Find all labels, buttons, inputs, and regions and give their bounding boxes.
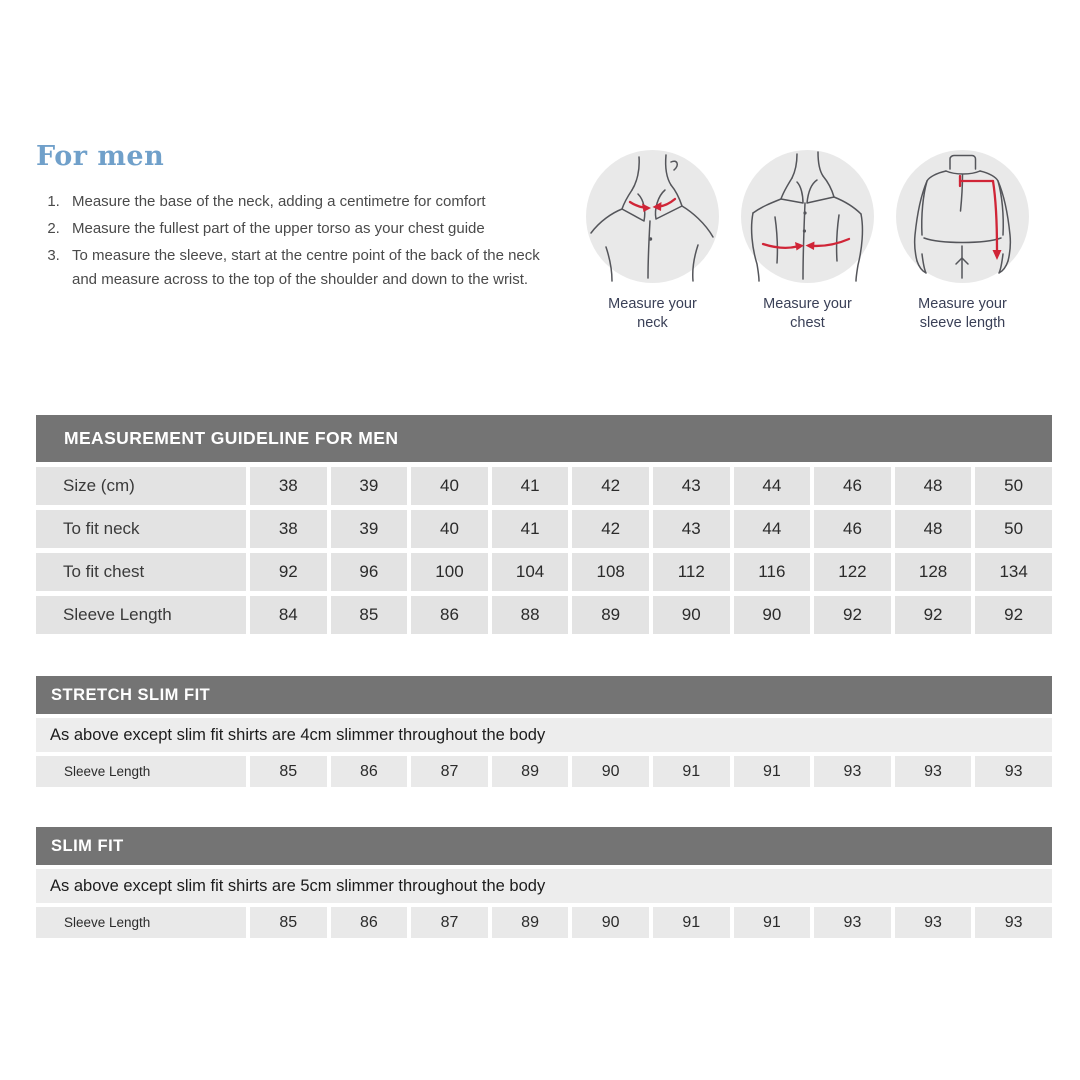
page-title: For men — [36, 141, 165, 172]
table-cell: 46 — [814, 510, 891, 548]
table-cell: 87 — [411, 907, 488, 938]
row-label: To fit neck — [36, 510, 246, 548]
table-cell: 39 — [331, 467, 408, 505]
table-cell: 42 — [572, 510, 649, 548]
table-cell: 90 — [734, 596, 811, 634]
table-cell: 38 — [250, 467, 327, 505]
table-cell: 93 — [814, 756, 891, 787]
table-cell: 92 — [250, 553, 327, 591]
row-label: Sleeve Length — [36, 596, 246, 634]
instruction-step: 1. Measure the base of the neck, adding a centimetre for comfort — [64, 190, 550, 214]
table-cell: 116 — [734, 553, 811, 591]
table-cell: 86 — [331, 907, 408, 938]
table-cell: 91 — [653, 756, 730, 787]
section-note: As above except slim fit shirts are 4cm slimmer throughout the body — [36, 718, 1052, 752]
table-cell: 85 — [250, 756, 327, 787]
table-title-bar: MEASUREMENT GUIDELINE FOR MEN — [36, 415, 1052, 462]
table-cell: 93 — [895, 756, 972, 787]
table-cell: 122 — [814, 553, 891, 591]
table-cell: 42 — [572, 467, 649, 505]
table-cell: 90 — [572, 907, 649, 938]
table-cell: 91 — [734, 756, 811, 787]
figure-chest — [741, 150, 874, 333]
stretch-slim-fit-section — [36, 676, 1052, 787]
figure-caption: Measure your neck — [608, 296, 697, 332]
table-cell: 89 — [572, 596, 649, 634]
table-cell: 38 — [250, 510, 327, 548]
circle-background — [586, 150, 719, 283]
table-cell: 90 — [653, 596, 730, 634]
table-cell: 134 — [975, 553, 1052, 591]
table-cell: 89 — [492, 756, 569, 787]
table-row-sleeve — [36, 756, 1052, 787]
table-cell: 44 — [734, 510, 811, 548]
row-label: Sleeve Length — [36, 907, 246, 938]
table-cell: 128 — [895, 553, 972, 591]
table-cell: 39 — [331, 510, 408, 548]
circle-background — [741, 150, 874, 283]
table-cell: 41 — [492, 510, 569, 548]
table-cell: 100 — [411, 553, 488, 591]
table-cell: 48 — [895, 510, 972, 548]
row-label: To fit chest — [36, 553, 246, 591]
table-cell: 43 — [653, 467, 730, 505]
figure-caption: Measure your sleeve length — [918, 296, 1007, 332]
table-cell: 48 — [895, 467, 972, 505]
section-title-bar: STRETCH SLIM FIT — [36, 676, 1052, 714]
table-cell: 93 — [895, 907, 972, 938]
section-note: As above except slim fit shirts are 5cm slimmer throughout the body — [36, 869, 1052, 903]
sleeve-measure-illustration — [896, 150, 1029, 283]
measurement-instructions — [38, 190, 550, 295]
table-cell: 93 — [975, 756, 1052, 787]
table-cell: 44 — [734, 467, 811, 505]
table-cell: 86 — [331, 756, 408, 787]
table-cell: 50 — [975, 467, 1052, 505]
table-cell: 84 — [250, 596, 327, 634]
table-cell: 92 — [814, 596, 891, 634]
table-cell: 87 — [411, 756, 488, 787]
table-row-neck — [36, 510, 1052, 548]
table-cell: 86 — [411, 596, 488, 634]
table-row-sleeve — [36, 907, 1052, 938]
table-cell: 108 — [572, 553, 649, 591]
instruction-step: 3. To measure the sleeve, start at the centre point of the back of the neck and measure across to the top of the shoulder and down to the wrist. — [64, 244, 550, 292]
table-cell: 92 — [975, 596, 1052, 634]
table-cell: 40 — [411, 467, 488, 505]
neck-measure-illustration — [586, 150, 719, 283]
measurement-figures — [586, 150, 1029, 333]
table-cell: 50 — [975, 510, 1052, 548]
table-cell: 46 — [814, 467, 891, 505]
table-cell: 85 — [331, 596, 408, 634]
table-cell: 43 — [653, 510, 730, 548]
chest-measure-illustration — [741, 150, 874, 283]
figure-sleeve — [896, 150, 1029, 333]
measurement-guideline-table — [36, 415, 1052, 634]
section-title-bar: SLIM FIT — [36, 827, 1052, 865]
table-row-size — [36, 467, 1052, 505]
table-cell: 93 — [814, 907, 891, 938]
table-cell: 112 — [653, 553, 730, 591]
table-cell: 88 — [492, 596, 569, 634]
table-cell: 91 — [734, 907, 811, 938]
row-label: Size (cm) — [36, 467, 246, 505]
slim-fit-section — [36, 827, 1052, 938]
table-row-chest — [36, 553, 1052, 591]
row-label: Sleeve Length — [36, 756, 246, 787]
table-cell: 104 — [492, 553, 569, 591]
instruction-step: 2. Measure the fullest part of the upper torso as your chest guide — [64, 217, 550, 241]
table-row-sleeve — [36, 596, 1052, 634]
table-cell: 85 — [250, 907, 327, 938]
table-cell: 89 — [492, 907, 569, 938]
table-cell: 96 — [331, 553, 408, 591]
table-cell: 90 — [572, 756, 649, 787]
figure-neck — [586, 150, 719, 333]
table-cell: 41 — [492, 467, 569, 505]
table-cell: 91 — [653, 907, 730, 938]
table-cell: 92 — [895, 596, 972, 634]
table-cell: 40 — [411, 510, 488, 548]
table-cell: 93 — [975, 907, 1052, 938]
figure-caption: Measure your chest — [763, 296, 852, 332]
